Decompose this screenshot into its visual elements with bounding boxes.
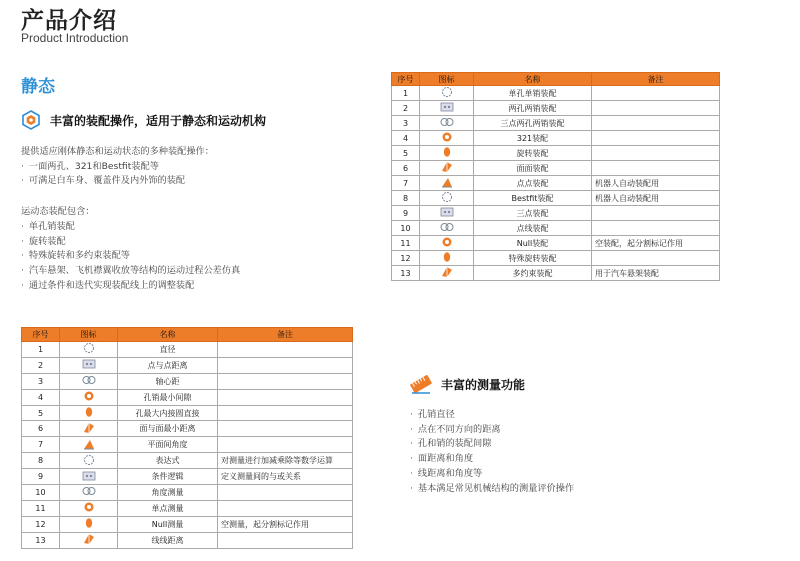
table-row — [392, 236, 720, 251]
row-note — [218, 357, 353, 373]
row-name: 三点两孔两销装配 — [474, 116, 592, 131]
row-note — [218, 373, 353, 389]
angle-measure-icon — [81, 485, 97, 499]
list-item: · 面距离和角度 — [410, 452, 770, 467]
col-header-name: 名称 — [474, 73, 592, 86]
row-name: 321装配 — [474, 131, 592, 146]
row-number: 13 — [22, 532, 60, 548]
single-point-icon — [81, 501, 97, 515]
row-name: 条件逻辑 — [118, 469, 218, 485]
table-row — [22, 485, 353, 501]
table-row — [22, 453, 353, 469]
col-header-icon: 图标 — [60, 328, 118, 342]
row-name: 轴心距 — [118, 373, 218, 389]
diameter-icon — [81, 342, 97, 356]
assembly-description — [21, 145, 351, 293]
row-number: 11 — [392, 236, 420, 251]
row-icon-cell — [60, 485, 118, 501]
min-clearance-icon — [81, 390, 97, 404]
plane-angle-icon — [81, 438, 97, 452]
row-icon-cell — [60, 342, 118, 358]
list-item: · 基本满足常见机械结构的测量评价操作 — [410, 482, 770, 497]
row-note — [218, 421, 353, 437]
row-icon-cell — [420, 266, 474, 281]
row-icon-cell — [420, 236, 474, 251]
table-row — [392, 251, 720, 266]
row-note — [218, 500, 353, 516]
single-hole-pin-icon — [439, 86, 455, 100]
row-name: 单点测量 — [118, 500, 218, 516]
measurement-operations-table — [21, 327, 353, 549]
row-number: 13 — [392, 266, 420, 281]
321-assembly-icon — [439, 131, 455, 145]
axis-distance-icon — [81, 374, 97, 388]
table-row — [22, 437, 353, 453]
row-number: 2 — [392, 101, 420, 116]
col-header-icon: 图标 — [420, 73, 474, 86]
row-note — [592, 101, 720, 116]
col-header-note: 备注 — [218, 328, 353, 342]
page-subtitle: Product Introduction — [21, 31, 129, 45]
row-number: 4 — [392, 131, 420, 146]
row-name: Null装配 — [474, 236, 592, 251]
row-name: 点线装配 — [474, 221, 592, 236]
row-name: 点点装配 — [474, 176, 592, 191]
table-row — [392, 191, 720, 206]
line-distance-icon — [81, 533, 97, 547]
row-note: 机器人自动装配用 — [592, 176, 720, 191]
table-row — [22, 342, 353, 358]
null-assembly-icon — [439, 236, 455, 250]
row-note — [218, 485, 353, 501]
list-item: · 汽车悬架、飞机襟翼收放等结构的运动过程公差仿真 — [21, 264, 351, 279]
row-name: 多约束装配 — [474, 266, 592, 281]
row-note — [592, 86, 720, 101]
row-note — [592, 206, 720, 221]
row-number: 10 — [392, 221, 420, 236]
list-item: · 特殊旋转和多约束装配等 — [21, 249, 351, 264]
row-name: 表达式 — [118, 453, 218, 469]
row-name: 单孔单销装配 — [474, 86, 592, 101]
table-row — [392, 146, 720, 161]
row-note: 对测量进行加减乘除等数学运算 — [218, 453, 353, 469]
row-number: 10 — [22, 485, 60, 501]
row-number: 7 — [392, 176, 420, 191]
list-item: · 点在不同方向的距离 — [410, 423, 770, 438]
row-icon-cell — [60, 389, 118, 405]
row-number: 7 — [22, 437, 60, 453]
row-icon-cell — [60, 469, 118, 485]
row-note — [218, 437, 353, 453]
multi-constraint-icon — [439, 266, 455, 280]
table-row — [392, 221, 720, 236]
assembly-motion-list — [21, 220, 351, 294]
row-number: 5 — [392, 146, 420, 161]
row-number: 1 — [22, 342, 60, 358]
row-icon-cell — [420, 176, 474, 191]
bestfit-icon — [439, 191, 455, 205]
measurement-description — [410, 408, 770, 496]
three-point-icon — [439, 206, 455, 220]
assembly-feature-title — [21, 110, 266, 130]
row-name: 面与面最小距离 — [118, 421, 218, 437]
row-icon-cell — [420, 101, 474, 116]
row-name: Null测量 — [118, 516, 218, 532]
row-note: 用于汽车悬架装配 — [592, 266, 720, 281]
row-number: 9 — [392, 206, 420, 221]
two-hole-pin-icon — [439, 101, 455, 115]
row-icon-cell — [60, 532, 118, 548]
list-item: · 可满足白车身、覆盖件及内外饰的装配 — [21, 174, 351, 189]
table-row — [22, 500, 353, 516]
assembly-hexagon-icon — [21, 110, 41, 130]
row-note: 空装配，起分割标记作用 — [592, 236, 720, 251]
row-icon-cell — [420, 161, 474, 176]
point-line-icon — [439, 221, 455, 235]
row-note — [592, 146, 720, 161]
row-icon-cell — [60, 516, 118, 532]
three-point-two-hole-icon — [439, 116, 455, 130]
row-number: 12 — [392, 251, 420, 266]
row-icon-cell — [60, 500, 118, 516]
measurement-feature-title — [410, 374, 525, 394]
row-name: 面面装配 — [474, 161, 592, 176]
col-header-note: 备注 — [592, 73, 720, 86]
point-point-icon — [439, 176, 455, 190]
table-row — [392, 176, 720, 191]
col-header-no: 序号 — [392, 73, 420, 86]
row-note — [218, 342, 353, 358]
row-number: 12 — [22, 516, 60, 532]
row-name: Bestfit装配 — [474, 191, 592, 206]
motion-intro: 运动态装配包含： — [21, 206, 95, 218]
row-number: 6 — [392, 161, 420, 176]
page-title: 产品介绍 — [21, 8, 117, 34]
row-icon-cell — [420, 191, 474, 206]
list-item: · 孔和销的装配间隙 — [410, 437, 770, 452]
measurement-table-body — [22, 342, 353, 549]
row-number: 11 — [22, 500, 60, 516]
row-icon-cell — [420, 86, 474, 101]
assembly-operations-table — [391, 72, 720, 281]
row-name: 点与点距离 — [118, 357, 218, 373]
row-name: 两孔两销装配 — [474, 101, 592, 116]
row-name: 特殊旋转装配 — [474, 251, 592, 266]
table-header-row — [392, 73, 720, 86]
logic-icon — [81, 470, 97, 484]
row-number: 2 — [22, 357, 60, 373]
row-icon-cell — [60, 357, 118, 373]
row-note — [592, 161, 720, 176]
assembly-feature-title-text: 丰富的装配操作，适用于静态和运动机构 — [50, 113, 267, 128]
measurement-feature-title-text: 丰富的测量功能 — [441, 377, 526, 392]
row-icon-cell — [420, 206, 474, 221]
row-number: 5 — [22, 405, 60, 421]
assembly-intro: 提供适应刚体静态和运动状态的多种装配操作： — [21, 146, 214, 157]
row-number: 4 — [22, 389, 60, 405]
row-icon-cell — [60, 373, 118, 389]
row-note: 空测量，起分割标记作用 — [218, 516, 353, 532]
row-number: 3 — [392, 116, 420, 131]
row-name: 平面间角度 — [118, 437, 218, 453]
table-row — [22, 532, 353, 548]
row-note — [218, 532, 353, 548]
row-note — [592, 221, 720, 236]
list-item: · 一面两孔、321和Bestfit装配等 — [21, 160, 351, 175]
row-name: 孔销最小间隙 — [118, 389, 218, 405]
row-name: 孔最大内接圆直接 — [118, 405, 218, 421]
table-row — [392, 131, 720, 146]
col-header-name: 名称 — [118, 328, 218, 342]
row-icon-cell — [60, 437, 118, 453]
expression-icon — [81, 454, 97, 468]
ruler-icon — [410, 374, 432, 394]
row-note — [218, 389, 353, 405]
row-icon-cell — [420, 221, 474, 236]
row-icon-cell — [420, 251, 474, 266]
table-row — [392, 161, 720, 176]
row-icon-cell — [420, 146, 474, 161]
static-section-heading: 静态 — [21, 77, 55, 97]
row-note — [218, 405, 353, 421]
table-row — [392, 116, 720, 131]
row-icon-cell — [60, 421, 118, 437]
row-icon-cell — [420, 116, 474, 131]
row-number: 3 — [22, 373, 60, 389]
assembly-table-body — [392, 86, 720, 281]
table-header-row — [22, 328, 353, 342]
table-row — [22, 357, 353, 373]
rotation-icon — [439, 146, 455, 160]
row-number: 6 — [22, 421, 60, 437]
inscribed-circle-icon — [81, 406, 97, 420]
row-number: 9 — [22, 469, 60, 485]
table-row — [392, 101, 720, 116]
table-row — [22, 469, 353, 485]
row-note — [592, 116, 720, 131]
table-row — [22, 405, 353, 421]
row-icon-cell — [60, 405, 118, 421]
face-face-icon — [439, 161, 455, 175]
list-item: · 单孔销装配 — [21, 220, 351, 235]
table-row — [22, 516, 353, 532]
row-note — [592, 251, 720, 266]
table-row — [392, 266, 720, 281]
list-item: · 旋转装配 — [21, 235, 351, 250]
point-distance-icon — [81, 358, 97, 372]
row-note: 机器人自动装配用 — [592, 191, 720, 206]
null-measure-icon — [81, 517, 97, 531]
row-name: 线线距离 — [118, 532, 218, 548]
face-min-distance-icon — [81, 422, 97, 436]
assembly-static-list — [21, 160, 351, 189]
measurement-list — [410, 408, 770, 496]
row-icon-cell — [420, 131, 474, 146]
table-row — [392, 86, 720, 101]
row-note — [592, 131, 720, 146]
row-number: 8 — [22, 453, 60, 469]
row-icon-cell — [60, 453, 118, 469]
list-item: · 线距离和角度等 — [410, 467, 770, 482]
row-name: 三点装配 — [474, 206, 592, 221]
table-row — [22, 389, 353, 405]
list-item: · 孔销直径 — [410, 408, 770, 423]
list-item: · 通过条件和迭代实现装配线上的调整装配 — [21, 279, 351, 294]
table-row — [392, 206, 720, 221]
col-header-no: 序号 — [22, 328, 60, 342]
row-name: 角度测量 — [118, 485, 218, 501]
table-row — [22, 373, 353, 389]
row-number: 1 — [392, 86, 420, 101]
table-row — [22, 421, 353, 437]
row-name: 直径 — [118, 342, 218, 358]
row-name: 旋转装配 — [474, 146, 592, 161]
special-rotation-icon — [439, 251, 455, 265]
row-note: 定义测量间的与或关系 — [218, 469, 353, 485]
row-number: 8 — [392, 191, 420, 206]
